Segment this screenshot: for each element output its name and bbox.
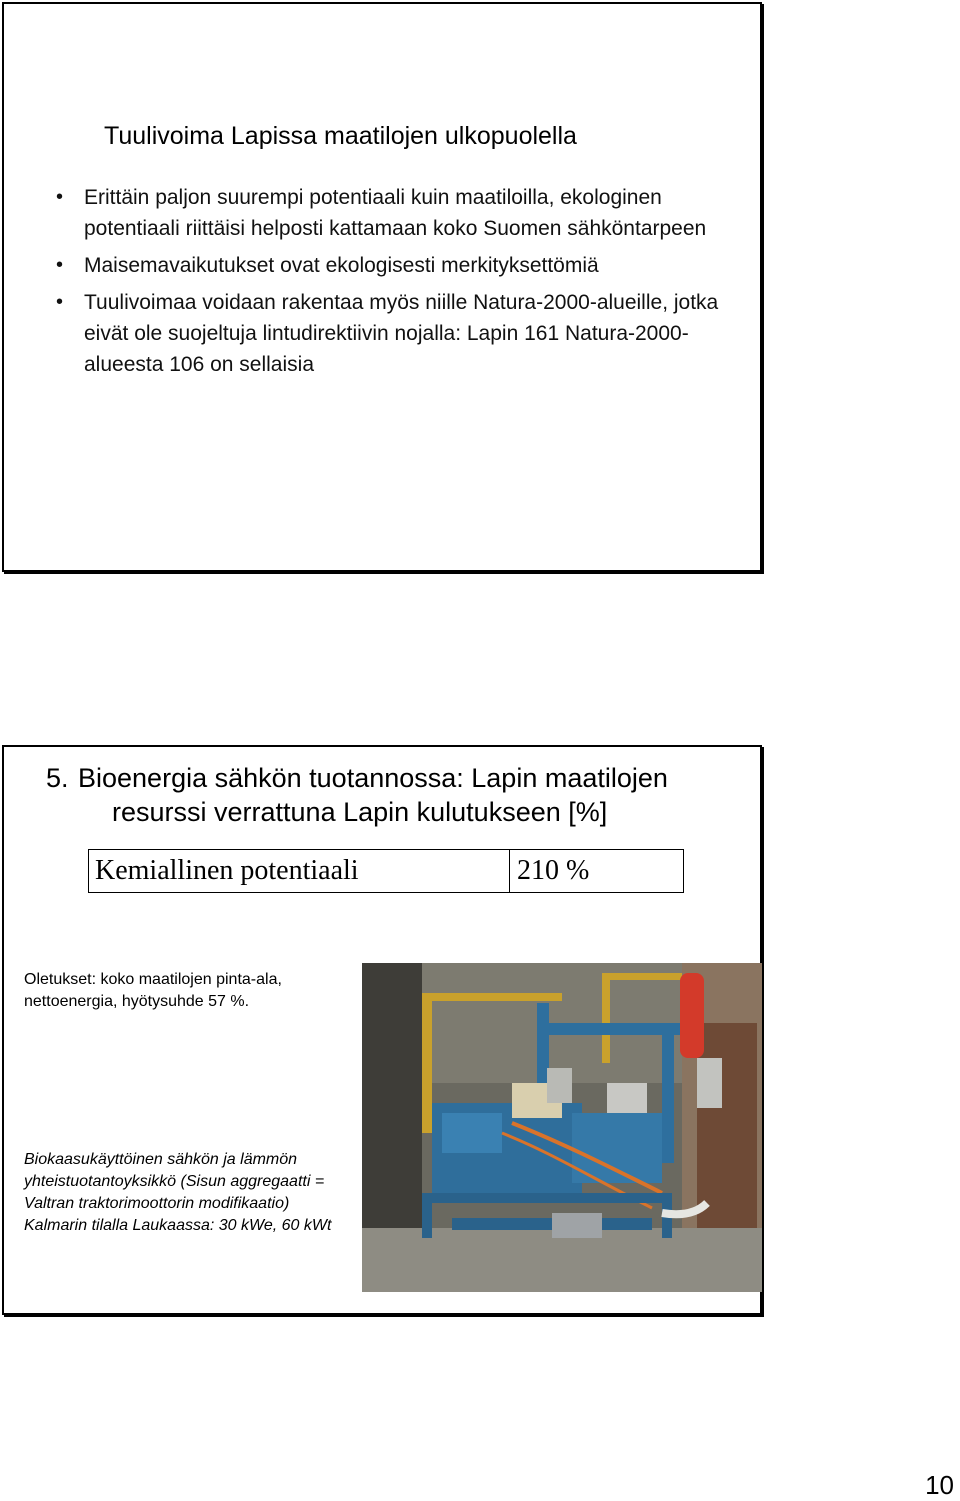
bullet-item <box>56 182 736 244</box>
bullet-text: Tuulivoimaa voidaan rakentaa myös niille Natura-2000-alueille, jotka eivät ole suojeltuja lintudirektiivin nojalla: Lapin 161 Natura-2000-alueesta 106 on sellaisia <box>84 291 719 376</box>
title-line-2: resurssi verrattuna Lapin kulutukseen [%] <box>112 797 608 827</box>
potential-label: Kemiallinen potentiaali <box>89 850 510 892</box>
bullet-item <box>56 250 736 281</box>
bullet-list <box>56 182 736 386</box>
slide-2 <box>2 745 762 1315</box>
bullet-icon: • <box>56 254 64 276</box>
slide-number: 5. <box>46 763 69 793</box>
bullet-icon: • <box>56 186 64 208</box>
slide-title <box>46 761 746 829</box>
photo-caption: Biokaasukäyttöinen sähkön ja lämmön yhteistuotantoyksikkö (Sisun aggregaatti = Valtran traktorimoottorin modifikaatio) Kalmarin tilalla Laukaassa: 30 kWe, 60 kWt <box>24 1151 332 1234</box>
assumptions-text: Oletukset: koko maatilojen pinta-ala, nettoenergia, hyötysuhde 57 %. <box>24 971 282 1010</box>
bullet-text: Erittäin paljon suurempi potentiaali kuin maatiloilla, ekologinen potentiaali riittäisi helposti kattamaan koko Suomen sähköntarpeen <box>84 186 707 240</box>
page-number: 10 <box>925 1470 954 1500</box>
bullet-icon: • <box>56 291 64 313</box>
potential-value: 210 % <box>517 855 590 886</box>
potential-table <box>88 849 684 893</box>
bullet-item <box>56 287 736 380</box>
slide-title: Tuulivoima Lapissa maatilojen ulkopuolella <box>104 122 577 150</box>
chp-unit-photo <box>362 963 762 1292</box>
bullet-text: Maisemavaikutukset ovat ekologisesti merkityksettömiä <box>84 254 599 277</box>
title-line-1: Bioenergia sähkön tuotannossa: Lapin maatilojen <box>78 763 668 793</box>
slide-1 <box>2 2 762 572</box>
